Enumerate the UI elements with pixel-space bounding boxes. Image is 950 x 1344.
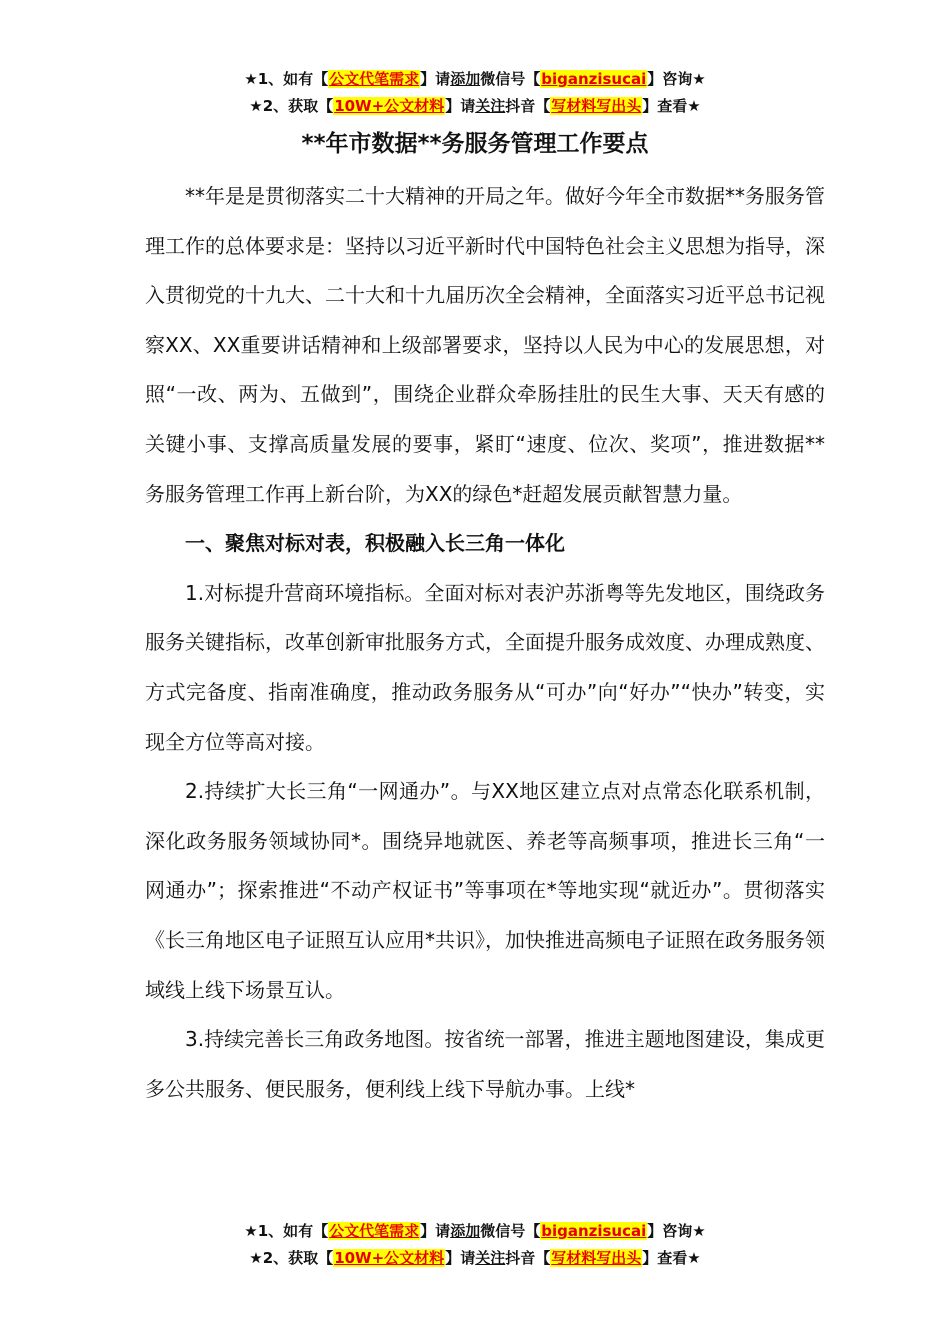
promo-text: ★1、如有【: [244, 1222, 329, 1240]
promo-text: 】查看★: [642, 1249, 701, 1267]
promo-text: 抖音【: [505, 1249, 551, 1267]
promo-underline: 添加: [450, 1222, 481, 1240]
promo-line-1: [0, 1218, 950, 1245]
promo-text: 】咨询★: [647, 70, 706, 88]
promo-text: 】请: [445, 97, 476, 115]
promo-banner-top: [0, 66, 950, 120]
highlight-service: 公文代笔需求: [329, 70, 420, 88]
highlight-materials: 10W+公文材料: [334, 1249, 445, 1267]
document-title: **年市数据**务服务管理工作要点: [301, 131, 649, 157]
promo-text: 】请: [420, 1222, 451, 1240]
document-body: [145, 172, 825, 1114]
intro-paragraph: **年是是贯彻落实二十大精神的开局之年。做好今年全市数据**务服务管理工作的总体要求是：坚持以习近平新时代中国特色社会主义思想为指导，深入贯彻党的十九大、二十大和十九届历次全会精神，全面落实习近平总书记视察XX、XX重要讲话精神和上级部署要求，坚持以人民为中心的发展思想，对照“一改、两为、五做到”，围绕企业群众牵肠挂肚的民生大事、天天有感的关键小事、支撑高质量发展的要事，紧盯“速度、位次、奖项”，推进数据**务服务管理工作再上新台阶，为XX的绿色*赶超发展贡献智慧力量。: [145, 184, 825, 506]
highlight-douyin-id: 写材料写出头: [551, 1249, 642, 1267]
promo-line-2: [0, 93, 950, 120]
promo-text: ★2、获取【: [249, 97, 334, 115]
promo-line-2: [0, 1245, 950, 1272]
promo-text: 】请: [445, 1249, 476, 1267]
highlight-douyin-id: 写材料写出头: [551, 97, 642, 115]
promo-underline: 添加: [450, 70, 481, 88]
section-heading: 一、聚焦对标对表，积极融入长三角一体化: [185, 531, 565, 556]
highlight-service: 公文代笔需求: [329, 1222, 420, 1240]
body-paragraph: 2.持续扩大长三角“一网通办”。与XX地区建立点对点常态化联系机制，深化政务服务领域协同*。围绕异地就医、养老等高频事项，推进长三角“一网通办”；探索推进“不动产权证书”等事项在*等地实现“就近办”。贯彻落实《长三角地区电子证照互认应用*共识》，加快推进高频电子证照在政务服务领域线上线下场景互认。: [145, 779, 825, 1002]
promo-text: 抖音【: [505, 97, 551, 115]
highlight-wechat-id: biganzisucai: [541, 70, 647, 88]
promo-text: ★2、获取【: [249, 1249, 334, 1267]
body-paragraph: 1.对标提升营商环境指标。全面对标对表沪苏浙粤等先发地区，围绕政务服务关键指标，改革创新审批服务方式，全面提升服务成效度、办理成熟度、方式完备度、指南准确度，推动政务服务从“可办”向“好办”“快办”转变，实现全方位等高对接。: [145, 580, 825, 754]
promo-underline: 关注: [475, 1249, 506, 1267]
promo-underline: 关注: [475, 97, 506, 115]
highlight-materials: 10W+公文材料: [334, 97, 445, 115]
promo-text: 微信号【: [480, 1222, 541, 1240]
promo-text: 】请: [420, 70, 451, 88]
promo-text: 微信号【: [480, 70, 541, 88]
promo-line-1: [0, 66, 950, 93]
highlight-wechat-id: biganzisucai: [541, 1222, 647, 1240]
promo-text: 】查看★: [642, 97, 701, 115]
promo-text: 】咨询★: [647, 1222, 706, 1240]
promo-banner-bottom: [0, 1218, 950, 1272]
promo-text: ★1、如有【: [244, 70, 329, 88]
body-paragraph: 3.持续完善长三角政务地图。按省统一部署，推进主题地图建设，集成更多公共服务、便民服务，便利线上线下导航办事。上线*: [145, 1027, 825, 1101]
